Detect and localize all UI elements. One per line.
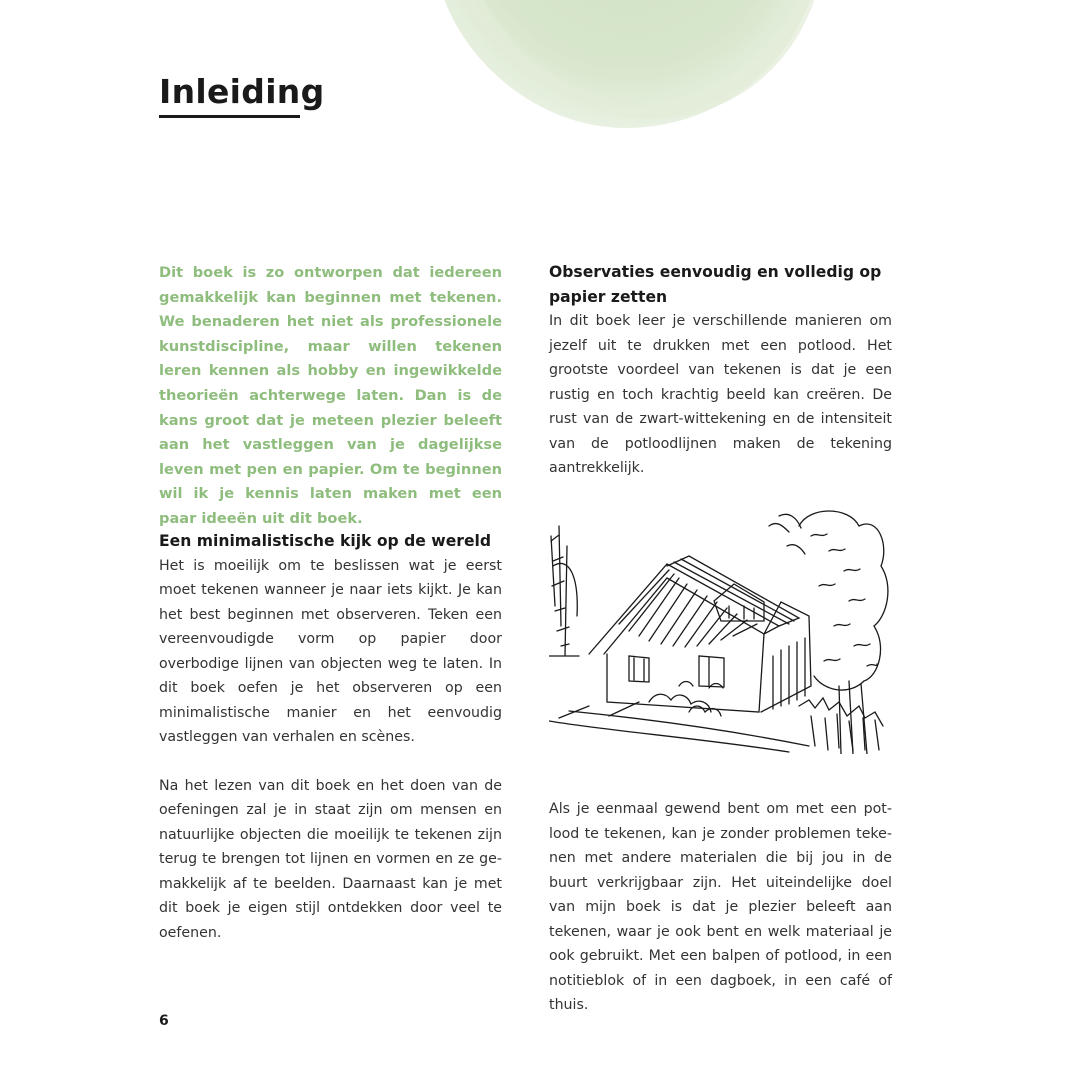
minimalist-paragraph-2: Na het lezen van dit boek en het doen van de oefeningen zal je in staat zijn om mensen en natuurlijke objecten die moeilijk te tekenen zijn terug te brengen tot lijnen en vormen en ze gemakkelijk af te beelden. Daarnaast kan je met dit boek je eigen stijl ontdekken door veel te oefenen. — [159, 777, 502, 941]
section-heading-observations: Observaties eenvoudig en volledig op papier zetten — [549, 263, 882, 306]
page-number: 6 — [159, 1013, 169, 1029]
section-observations — [549, 260, 892, 481]
observations-paragraph-2: Als je eenmaal gewend bent om met een potlood te tekenen, kan je zonder problemen tekenen met andere materialen die bij jou in de buurt verkrijgbaar zijn. Het uiteindelijke doel van mijn boek is dat je plezier beleeft aan tekenen, waar je ook bent en welk materiaal je ook gebruikt. Met een balpen of potlood, in een notitieblok of in een dagboek, in een café of thuis. — [549, 801, 892, 1013]
title-underline — [159, 115, 300, 118]
watercolor-wash — [430, 0, 830, 130]
page-title: Inleiding — [159, 72, 325, 111]
minimalist-paragraph-1: Het is moeilijk om te beslissen wat je eerst moet tekenen wanneer je naar iets kijkt. Je kan het best beginnen met observeren. Teken een vereenvoudigde vorm op papier door overbodige lijnen van objecten weg te laten. In dit boek oefen je het observeren op een minimalistische manier en het eenvoudig vastleggen van verhalen en scènes. — [159, 557, 502, 745]
observations-paragraph-1: In dit boek leer je verschillende manieren om jezelf uit te drukken met een potlood. Het grootste voordeel van tekenen is dat je een rustig en toch krachtig beeld kan creëren. De rust van de zwart-wittekening en de intensiteit van de potloodlijnen maken de tekening aantrekkelijk. — [549, 313, 892, 476]
section-heading-minimalist: Een minimalistische kijk op de wereld — [159, 532, 492, 550]
house-sketch-icon — [549, 506, 889, 754]
intro-paragraph: Dit boek is zo ontworpen dat iedereen gemakkelijk kan beginnen met tekenen. We benaderen het niet als professionele kunstdiscipline, maar willen tekenen leren kennen als hobby en ingewikkelde theorieën achterwege laten. Dan is de kans groot dat je meteen plezier beleeft aan het vastleggen van je dagelijkse leven met pen en papier. Om te beginnen wil ik je kennis laten maken met een paar ideeën uit dit boek. — [159, 264, 502, 527]
section-minimalist — [159, 529, 502, 945]
